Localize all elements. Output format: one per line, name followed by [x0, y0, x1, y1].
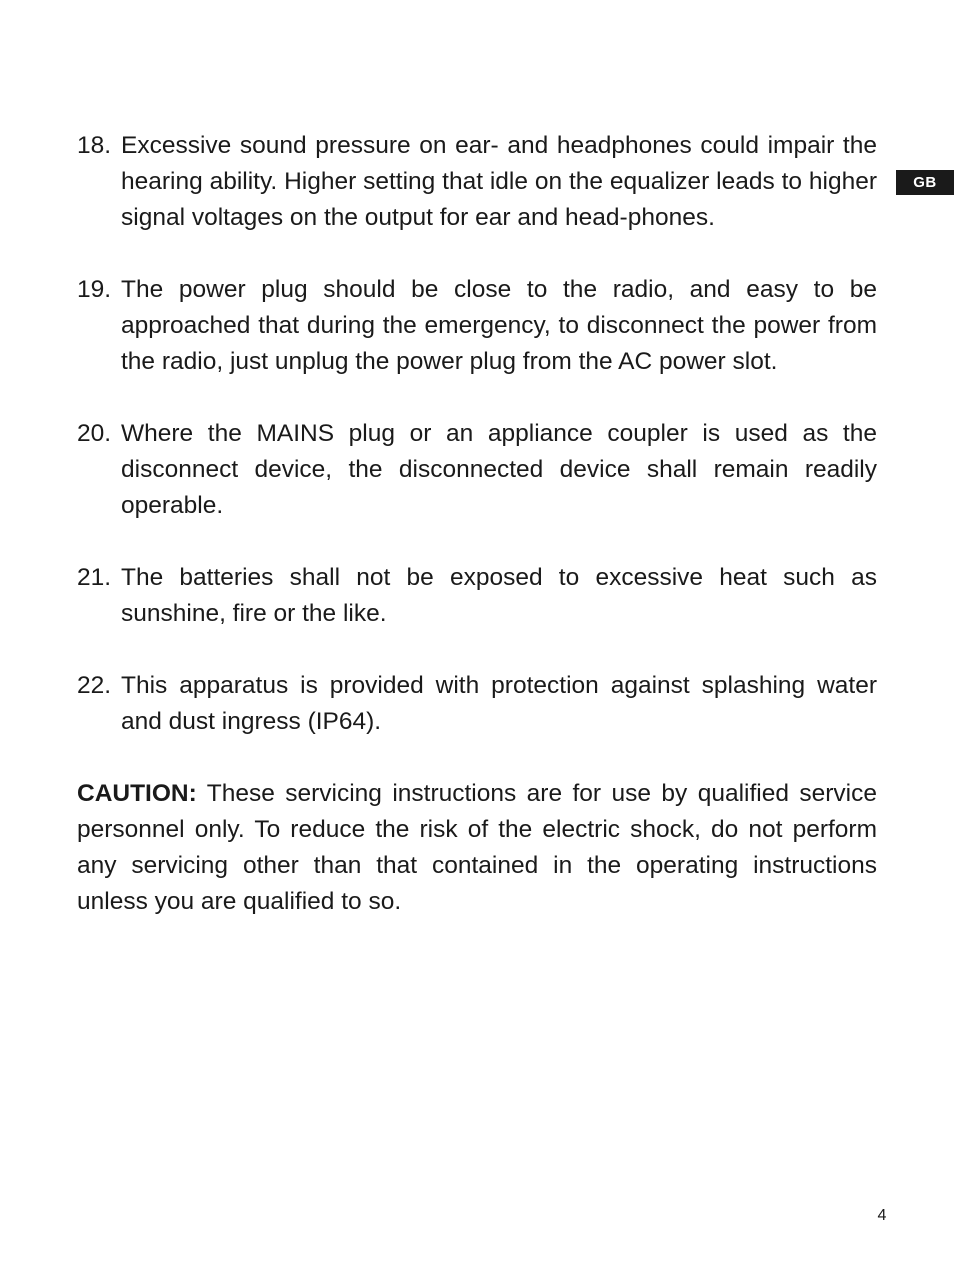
list-item	[77, 668, 877, 740]
page-number: 4	[877, 1207, 887, 1224]
item-number: 19.	[77, 276, 112, 303]
item-number: 22.	[77, 672, 112, 699]
item-number: 18.	[77, 132, 112, 159]
list-item	[77, 128, 877, 236]
item-text: This apparatus is provided with protection against splashing water and dust ingress (IP64).	[121, 672, 877, 735]
caution-label: CAUTION:	[77, 780, 197, 807]
item-text: Where the MAINS plug or an appliance coupler is used as the disconnect device, the disconnected device shall remain readily operable.	[121, 420, 877, 519]
item-number: 20.	[77, 420, 112, 447]
list-item	[77, 416, 877, 524]
page-content	[77, 128, 877, 920]
item-number: 21.	[77, 564, 112, 591]
list-item	[77, 560, 877, 632]
caution-text: These servicing instructions are for use by qualified service personnel only. To reduce the risk of the electric shock, do not perform any servicing other than that contained in the operating instructions unless you are qualified to so.	[77, 780, 877, 915]
caution-paragraph	[77, 776, 877, 920]
language-tab: GB	[896, 170, 954, 195]
item-text: Excessive sound pressure on ear- and headphones could impair the hearing ability. Higher setting that idle on the equalizer leads to higher signal voltages on the output for ear and head-phones.	[121, 132, 877, 231]
list-item	[77, 272, 877, 380]
item-text: The power plug should be close to the radio, and easy to be approached that during the emergency, to disconnect the power from the radio, just unplug the power plug from the AC power slot.	[121, 276, 877, 375]
item-text: The batteries shall not be exposed to excessive heat such as sunshine, fire or the like.	[121, 564, 877, 627]
